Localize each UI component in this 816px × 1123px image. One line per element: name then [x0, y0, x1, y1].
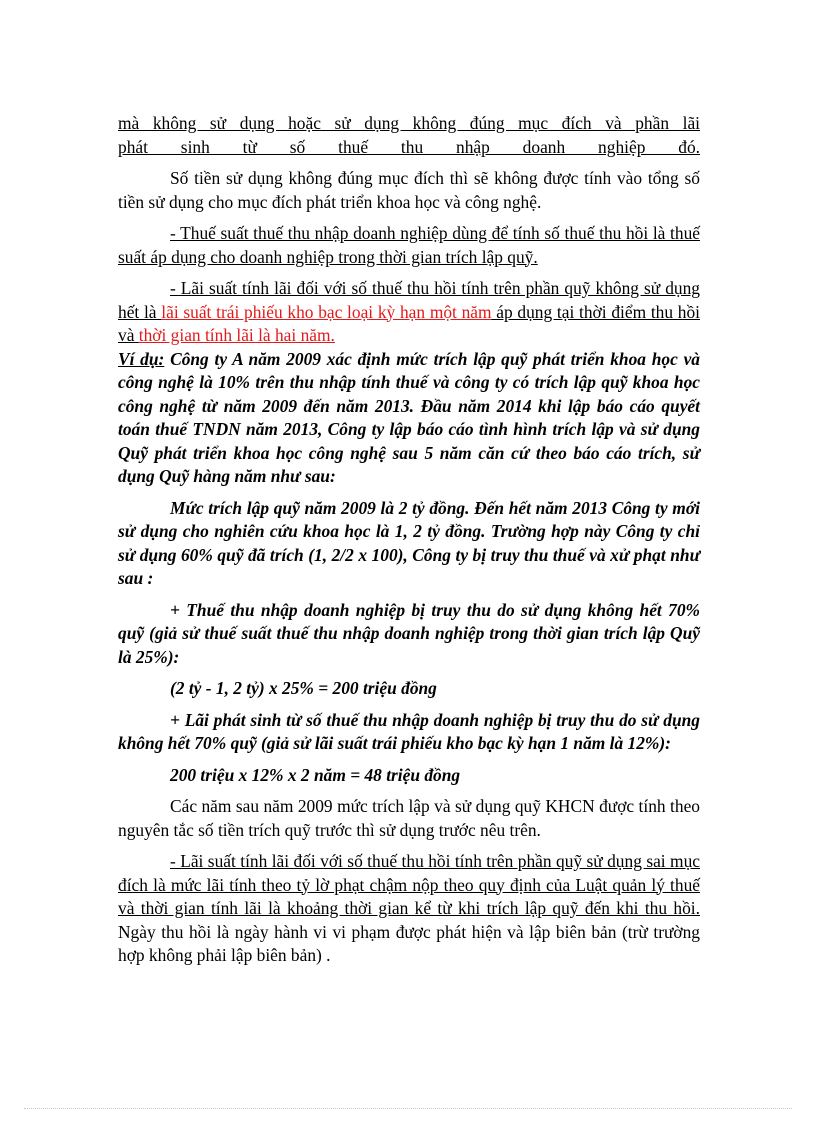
paragraph-5: Các năm sau năm 2009 mức trích lập và sử dụng quỹ KHCN được tính theo nguyên tắc số tiền trích quỹ trước thì sử dụng trước nêu trên. [118, 796, 700, 840]
page-bottom-divider [24, 1108, 792, 1109]
example-label: Ví dụ: [118, 348, 165, 369]
example-text: Công ty A năm 2009 xác định mức trích lập quỹ phát triển khoa học và công nghệ là 10% trên thu nhập tính thuế và công ty có trích lập quỹ khoa học công nghệ từ năm 2009 đến năm 2013. Đầu năm 2014 khi lập báo cáo quyết toán thuế TNDN năm 2013, Công ty lập báo cáo tình hình trích lập và sử dụng Quỹ phát triển khoa học công nghệ sau 5 năm căn cứ theo báo cáo trích, sử dụng Quỹ hàng năm như sau: [118, 348, 700, 486]
paragraph-4 [118, 277, 700, 348]
calculation-1: (2 tỷ - 1, 2 tỷ) x 25% = 200 triệu đồng [170, 678, 437, 698]
interest-period-highlight: thời gian tính lãi là hai năm. [138, 325, 335, 345]
calculation-2: 200 triệu x 12% x 2 năm = 48 triệu đồng [170, 764, 461, 785]
paragraph-1-line-2: phát sinh từ số thuế thu nhập doanh nghiệp đó. [118, 136, 700, 157]
example-paragraph-4: + Lãi phát sinh từ số thuế thu nhập doanh nghiệp bị truy thu do sử dụng không hết 70% quỹ (giả sử lãi suất trái phiếu kho bạc kỳ hạn 1 năm là 12%): [118, 709, 700, 753]
paragraph-6-underlined: - Lãi suất tính lãi đối với số thuế thu hồi tính trên phần quỹ sử dụng sai mục đích là mức lãi tính theo tỷ lờ phạt chậm nộp theo quy định của Luật quản lý thuế và thời gian tính lãi là khoảng thời gian kể từ khi trích lập quỹ đến khi thu hồi. [118, 851, 700, 918]
paragraph-6 [118, 850, 700, 968]
paragraph-3: - Thuế suất thuế thu nhập doanh nghiệp dùng để tính số thuế thu hồi là thuế suất áp dụng cho doanh nghiệp trong thời gian trích lập quỹ. [118, 223, 700, 267]
paragraph-2: Số tiền sử dụng không đúng mục đích thì sẽ không được tính vào tổng số tiền sử dụng cho mục đích phát triển khoa học và công nghệ. [118, 168, 700, 212]
paragraph-1-line-1: mà không sử dụng hoặc sử dụng không đúng mục đích và phần lãi [118, 113, 700, 133]
paragraph-4-text-c: áp dụng tại thời điểm thu hồi và [118, 301, 700, 345]
paragraph-6-rest: Ngày thu hồi là ngày hành vi vi phạm được phát hiện và lập biên bản (trừ trường hợp không phải lập biên bản) . [118, 921, 700, 965]
bond-rate-highlight: lãi suất trái phiếu kho bạc loại kỳ hạn một năm [161, 301, 492, 322]
example-paragraph [118, 348, 700, 489]
document-body [118, 112, 700, 968]
example-paragraph-2: Mức trích lập quỹ năm 2009 là 2 tỷ đồng. Đến hết năm 2013 Công ty mới sử dụng cho nghiên cứu khoa học là 1, 2 tỷ đồng. Trường hợp này Công ty chỉ sử dụng 60% quỹ đã trích (1, 2/2 x 100), Công ty bị truy thu thuế và xử phạt như sau : [118, 497, 700, 588]
example-paragraph-3: + Thuế thu nhập doanh nghiệp bị truy thu do sử dụng không hết 70% quỹ (giả sử thuế suất thuế thu nhập doanh nghiệp trong thời gian trích lập Quỹ là 25%): [118, 599, 700, 667]
paragraph-4-text-a: - Lãi suất tính lãi đối với số thuế thu hồi tính trên phần quỹ không sử dụng hết là [118, 278, 700, 322]
